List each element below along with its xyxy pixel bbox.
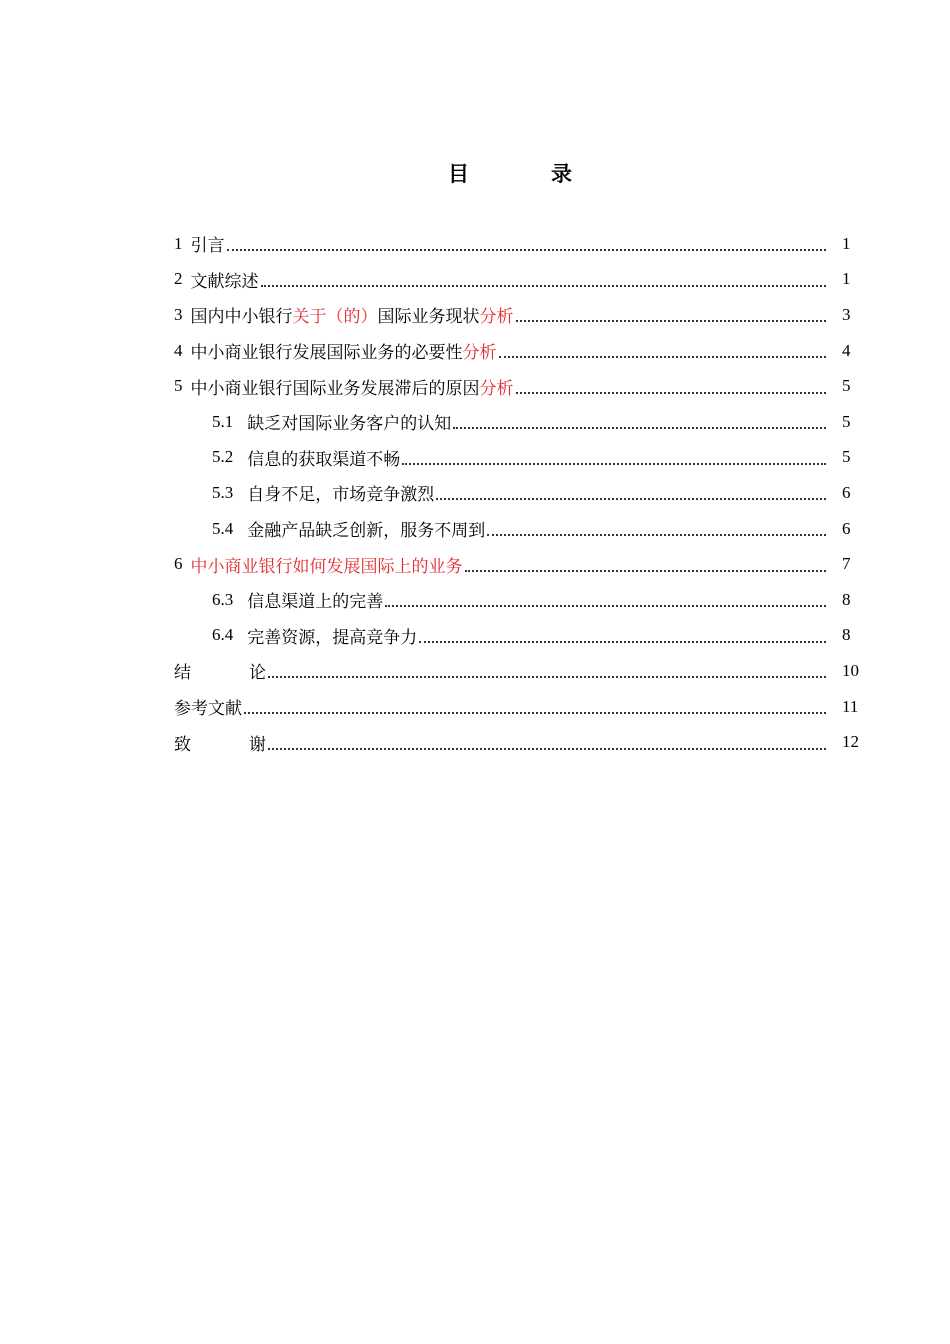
dot-leader <box>465 569 827 572</box>
toc-text: 国内中小银行 <box>190 307 293 328</box>
toc-number: 5 <box>174 376 183 396</box>
toc-number: 3 <box>174 304 183 324</box>
toc-text: 文献综述 <box>190 271 259 292</box>
title-char-2: 录 <box>551 162 572 186</box>
title-char-1: 目 <box>448 162 469 186</box>
toc-text: 信息的获取渠道不畅 <box>247 449 401 470</box>
toc-page-number: 12 <box>842 732 859 752</box>
toc-number: 5.2 <box>212 447 234 467</box>
toc-page-number: 5 <box>842 411 851 431</box>
toc-entry-6-4[interactable] <box>174 618 864 654</box>
dot-leader <box>516 319 827 322</box>
toc-number: 4 <box>174 340 183 360</box>
page-title <box>0 158 950 188</box>
toc-text: 国际业务现状 <box>377 307 480 328</box>
toc-text: 中小商业银行国际业务发展滞后的原因 <box>190 378 480 399</box>
toc-number: 5.3 <box>212 482 234 502</box>
dot-leader <box>499 355 827 358</box>
toc-number: 2 <box>174 269 183 289</box>
toc-text: 结 <box>174 663 191 684</box>
toc-page-number: 4 <box>842 340 851 360</box>
toc-entry-6[interactable] <box>174 546 864 582</box>
toc-number: 6.4 <box>212 625 234 645</box>
toc-entry-4[interactable] <box>174 333 864 369</box>
toc-number: 6.3 <box>212 589 234 609</box>
toc-entry-5-2[interactable] <box>174 440 864 476</box>
dot-leader <box>385 604 826 607</box>
toc-entry-3[interactable] <box>174 297 864 333</box>
dot-leader <box>261 284 827 287</box>
dot-leader <box>402 462 826 465</box>
toc-text: 论 <box>249 663 266 684</box>
toc-entry-5-4[interactable] <box>174 511 864 547</box>
toc-text: 引言 <box>190 236 225 257</box>
toc-text: 完善资源，提高竞争力 <box>247 627 418 648</box>
toc-page-number: 8 <box>842 625 851 645</box>
toc-page-number: 8 <box>842 589 851 609</box>
toc-number: 5.1 <box>212 411 234 431</box>
toc-entry-5-1[interactable] <box>174 404 864 440</box>
dot-leader <box>244 711 826 714</box>
toc-page-number: 7 <box>842 554 851 574</box>
toc-page-number: 6 <box>842 482 851 502</box>
toc-page-number: 11 <box>842 696 859 716</box>
toc-text-highlight: 分析 <box>462 343 497 364</box>
toc-text: 信息渠道上的完善 <box>247 592 384 613</box>
toc-page-number: 1 <box>842 233 851 253</box>
toc-entry-thanks[interactable] <box>174 724 864 760</box>
dot-leader <box>436 497 826 500</box>
dot-leader <box>227 248 827 251</box>
toc-text: 自身不足，市场竞争激烈 <box>247 485 435 506</box>
dot-leader <box>268 675 826 678</box>
toc-text: 中小商业银行发展国际业务的必要性 <box>190 343 463 364</box>
toc-page-number: 6 <box>842 518 851 538</box>
toc-page-number: 1 <box>842 269 851 289</box>
toc-text-highlight: 关于（的） <box>292 307 378 328</box>
toc-page-number: 3 <box>842 304 851 324</box>
table-of-contents <box>174 226 864 760</box>
toc-page-number: 5 <box>842 376 851 396</box>
toc-entry-2[interactable] <box>174 262 864 298</box>
toc-text-highlight: 分析 <box>479 378 514 399</box>
toc-text: 参考文献 <box>174 699 242 720</box>
dot-leader <box>419 640 826 643</box>
toc-number: 5.4 <box>212 518 234 538</box>
dot-leader <box>268 747 826 750</box>
toc-entry-5[interactable] <box>174 368 864 404</box>
toc-text: 谢 <box>249 734 266 755</box>
toc-text: 缺乏对国际业务客户的认知 <box>247 414 452 435</box>
toc-text: 金融产品缺乏创新，服务不周到 <box>247 521 486 542</box>
toc-text-highlight: 分析 <box>479 307 514 328</box>
toc-number: 1 <box>174 233 183 253</box>
toc-page-number: 5 <box>842 447 851 467</box>
dot-leader <box>487 533 826 536</box>
toc-entry-6-3[interactable] <box>174 582 864 618</box>
dot-leader <box>516 391 827 394</box>
toc-entry-1[interactable] <box>174 226 864 262</box>
toc-page-number: 10 <box>842 660 859 680</box>
dot-leader <box>453 426 826 429</box>
toc-entry-5-3[interactable] <box>174 475 864 511</box>
toc-text: 致 <box>174 734 191 755</box>
toc-number: 6 <box>174 554 183 574</box>
toc-entry-conclusion[interactable] <box>174 653 864 689</box>
toc-entry-references[interactable] <box>174 689 864 725</box>
toc-text-highlight: 中小商业银行如何发展国际上的业务 <box>190 556 463 577</box>
